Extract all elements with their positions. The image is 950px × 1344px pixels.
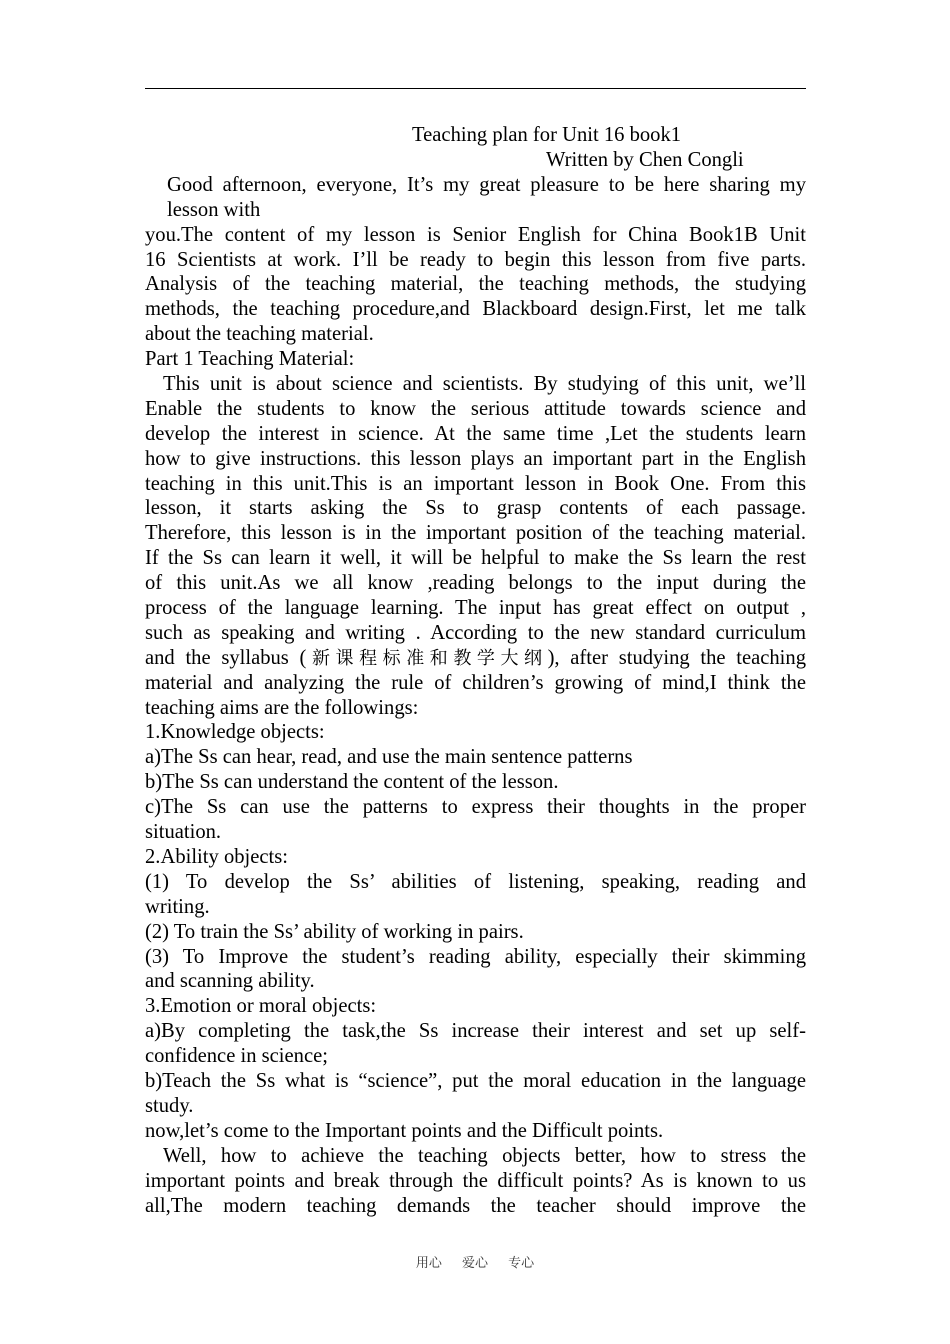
intro-line: methods, the teaching procedure,and Blackboard design.First, let me talk bbox=[145, 298, 806, 321]
document-body bbox=[145, 123, 806, 1218]
part1-line: how to give instructions. this lesson plays an important part in the English bbox=[145, 447, 806, 470]
header-rule bbox=[145, 88, 806, 89]
closing-line: Well, how to achieve the teaching objects better, how to stress the bbox=[163, 1144, 806, 1167]
intro-line: about the teaching material. bbox=[145, 323, 374, 346]
syllabus-chinese-text: 新课程标准和教学大纲 bbox=[306, 647, 548, 669]
part1-line: If the Ss can learn it well, it will be helpful to make the Ss learn the rest bbox=[145, 547, 806, 570]
page-footer bbox=[0, 1252, 950, 1271]
part1-line: process of the language learning. The input has great effect on output , bbox=[145, 597, 806, 619]
syllabus-text-before: and the syllabus ( bbox=[145, 646, 307, 669]
part1-heading: Part 1 Teaching Material: bbox=[145, 348, 355, 371]
emotion-heading: 3.Emotion or moral objects: bbox=[145, 995, 377, 1018]
intro-line: Analysis of the teaching material, the teaching methods, the studying bbox=[145, 273, 806, 296]
part1-line: material and analyzing the rule of children’s growing of mind,I think the bbox=[145, 671, 806, 694]
ability-item-3-cont: and scanning ability. bbox=[145, 970, 315, 993]
knowledge-heading: 1.Knowledge objects: bbox=[145, 721, 325, 744]
emotion-item-b-cont: study. bbox=[145, 1094, 194, 1117]
part1-line: of this unit.As we all know ,reading belongs to the input during the bbox=[145, 572, 806, 595]
emotion-item-a: a)By completing the task,the Ss increase their interest and set up self- bbox=[145, 1020, 806, 1043]
greeting-line-1: Good afternoon, everyone, It’s my great pleasure to be here sharing my bbox=[167, 173, 806, 196]
ability-item-1: (1) To develop the Ss’ abilities of listening, speaking, reading and bbox=[145, 870, 806, 893]
document-author: Written by Chen Congli bbox=[546, 148, 744, 171]
knowledge-item-c-cont: situation. bbox=[145, 821, 222, 844]
closing-line: important points and break through the difficult points? As is known to us bbox=[145, 1169, 806, 1192]
part1-line: teaching aims are the followings: bbox=[145, 696, 419, 719]
emotion-item-b: b)Teach the Ss what is “science”, put the moral education in the language bbox=[145, 1070, 806, 1093]
part1-line: develop the interest in science. At the same time ,Let the students learn bbox=[145, 422, 806, 445]
syllabus-text-after: ), after studying the teaching bbox=[547, 646, 806, 669]
syllabus-line bbox=[145, 646, 806, 671]
knowledge-item-b: b)The Ss can understand the content of the lesson. bbox=[145, 771, 559, 794]
intro-line: you.The content of my lesson is Senior English for China Book1B Unit bbox=[145, 223, 806, 246]
knowledge-item-c: c)The Ss can use the patterns to express their thoughts in the proper bbox=[145, 796, 806, 819]
part1-line: Enable the students to know the serious attitude towards science and bbox=[145, 397, 806, 420]
part1-line: This unit is about science and scientists. By studying of this unit, we’ll bbox=[163, 372, 806, 395]
footer-word: 专心 bbox=[508, 1256, 535, 1271]
part1-line: teaching in this unit.This is an important lesson in Book One. From this bbox=[145, 472, 806, 495]
part1-line: such as speaking and writing . According to the new standard curriculum bbox=[145, 621, 806, 644]
emotion-item-a-cont: confidence in science; bbox=[145, 1045, 328, 1068]
part1-line: lesson, it starts asking the Ss to grasp contents of each passage. bbox=[145, 497, 806, 520]
ability-item-3: (3) To Improve the student’s reading ability, especially their skimming bbox=[145, 945, 806, 968]
document-title: Teaching plan for Unit 16 book1 bbox=[412, 124, 682, 146]
footer-word: 用心 bbox=[415, 1256, 442, 1271]
part1-line: Therefore, this lesson is in the important position of the teaching material. bbox=[145, 522, 806, 545]
ability-item-2: (2) To train the Ss’ ability of working in pairs. bbox=[145, 920, 524, 943]
greeting-line-2: lesson with bbox=[167, 198, 261, 221]
footer-word: 爱心 bbox=[461, 1256, 488, 1271]
closing-line: all,The modern teaching demands the teacher should improve the bbox=[145, 1194, 806, 1217]
ability-heading: 2.Ability objects: bbox=[145, 845, 288, 868]
intro-line: 16 Scientists at work. I’ll be ready to begin this lesson from five parts. bbox=[145, 248, 806, 271]
transition-line: now,let’s come to the Important points and the Difficult points. bbox=[145, 1119, 664, 1142]
ability-item-1-cont: writing. bbox=[145, 895, 210, 918]
knowledge-item-a: a)The Ss can hear, read, and use the main sentence patterns bbox=[145, 746, 633, 769]
